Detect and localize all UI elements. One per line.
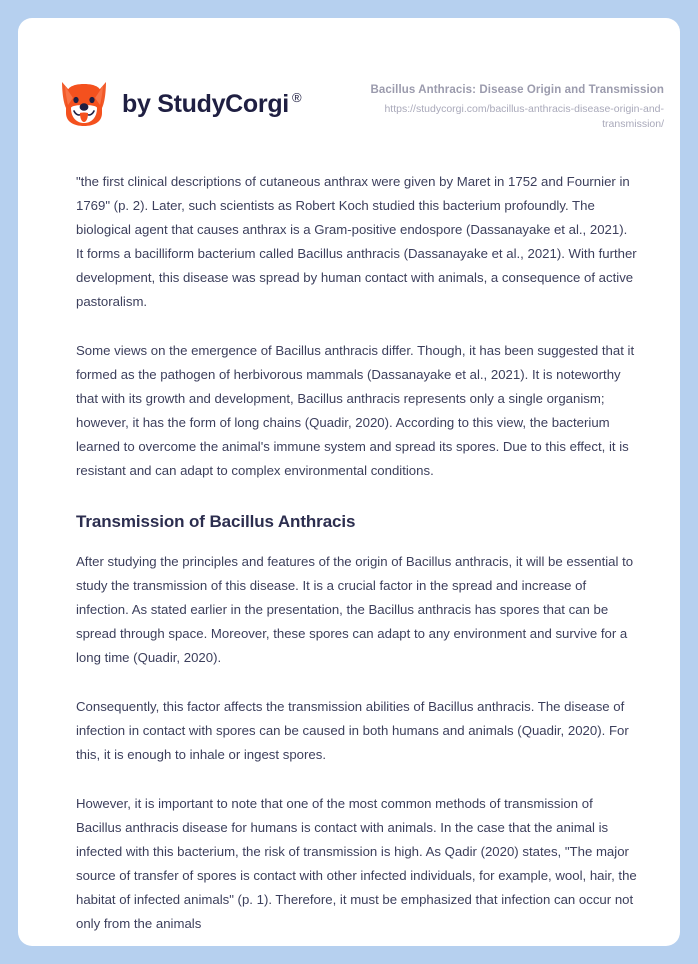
- registered-trademark-icon: ®: [291, 89, 302, 105]
- document-title: Bacillus Anthracis: Disease Origin and Transmission: [370, 84, 664, 96]
- brand-name-label: by StudyCorgi: [122, 89, 289, 118]
- body-paragraph: However, it is important to note that one of the most common methods of transmission of Bacillus anthracis disease for humans is contact with animals. In the case that the animal is infected with this bacterium, the risk of transmission is high. As Qadir (2020) states, "The major source of transfer of spores is contact with other infected individuals, for example, wool, hair, the habitat of infected animals" (p. 1). Therefore, it must be emphasized that infection can occur not only from the animals: [76, 796, 637, 932]
- document-header: [18, 18, 680, 133]
- section-heading: Transmission of Bacillus Anthracis: [76, 512, 356, 532]
- document-url[interactable]: https://studycorgi.com/bacillus-anthracis-disease-origin-and-transmission/: [384, 102, 664, 131]
- corgi-logo-icon: [58, 80, 110, 128]
- body-paragraph: After studying the principles and features of the origin of Bacillus anthracis, it will be essential to study the transmission of this disease. It is a crucial factor in the spread and increase of infection. As stated earlier in the presentation, the Bacillus anthracis has spores that can be spread through space. Moreover, these spores can adapt to any environment and survive for a long time (Quadir, 2020).: [76, 554, 634, 666]
- body-paragraph: "the first clinical descriptions of cutaneous anthrax were given by Maret in 1752 and Fournier in 1769" (p. 2). Later, such scientists as Robert Koch studied this bacterium profoundly. The biological agent that causes anthrax is a Gram-positive endospore (Dassanayake et al., 2021). It forms a bacilliform bacterium called Bacillus anthracis (Dassanayake et al., 2021). With further development, this disease was spread by human contact with animals, a consequence of active pastoralism.: [76, 174, 637, 310]
- brand-name: [122, 90, 301, 119]
- brand-logo-group[interactable]: [58, 78, 301, 128]
- body-paragraph: Consequently, this factor affects the transmission abilities of Bacillus anthracis. The disease of infection in contact with spores can be caused in both humans and animals (Quadir, 2020). For this, it is enough to inhale or ingest spores.: [76, 699, 629, 763]
- document-body: [18, 133, 680, 936]
- document-meta: [334, 78, 664, 133]
- body-paragraph: Some views on the emergence of Bacillus anthracis differ. Though, it has been suggested that it formed as the pathogen of herbivorous mammals (Dassanayake et al., 2021). It is noteworthy that with its growth and development, Bacillus anthracis represents only a single organism; however, it has the form of long chains (Quadir, 2020). According to this view, the bacterium learned to overcome the animal's immune system and spread its spores. Due to this effect, it is resistant and can adapt to complex environmental conditions.: [76, 343, 635, 479]
- document-page-card: [18, 18, 680, 946]
